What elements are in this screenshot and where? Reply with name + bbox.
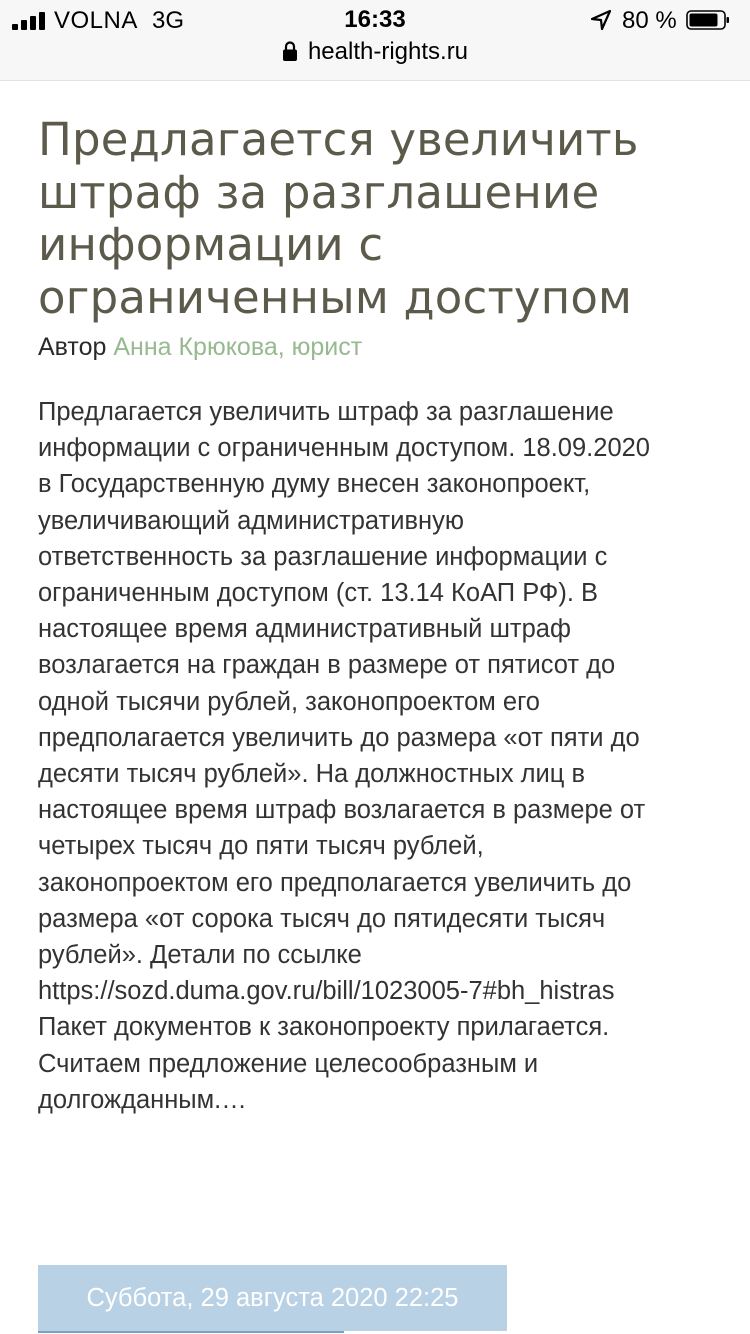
- battery-icon: [686, 10, 730, 30]
- network-type: 3G: [152, 7, 185, 34]
- article: [38, 114, 718, 1118]
- lock-icon: [282, 40, 298, 62]
- author-link[interactable]: Анна Крюкова, юрист: [113, 333, 363, 361]
- battery-percent: 80 %: [622, 7, 677, 34]
- location-arrow-icon: [590, 9, 612, 31]
- article-title: Предлагается увеличить штраф за разглашение информации с ограниченным доступом: [38, 113, 639, 324]
- author-prefix: Автор: [38, 333, 107, 361]
- divider: [38, 1331, 344, 1333]
- browser-status-bar: [0, 0, 750, 81]
- url-text: health-rights.ru: [307, 38, 469, 65]
- address-bar[interactable]: [0, 38, 750, 66]
- carrier-name: VOLNA: [54, 7, 138, 34]
- byline: [38, 330, 718, 364]
- article-body: Предлагается увеличить штраф за разглашение информации с ограниченным доступом. 18.09.2020 в Государственную думу внесен законопроект, увеличивающий административную ответственность за разглашение информации с ограниченным доступом (ст. 13.14 КоАП РФ). В настоящее время административный штраф возлагается на граждан в размере от пятисот до одной тысячи рублей, законопроектом его предполагается увеличить до размера «от пяти до десяти тысяч рублей». На должностных лиц в настоящее время штраф возлагается в размере от четырех тысяч до пяти тысяч рублей, законопроектом его предполагается увеличить до размера «от сорока тысяч до пятидесяти тысяч рублей». Детали по ссылке https://sozd.duma.gov.ru/bill/1023005-7#bh_histras Пакет документов к законопроекту прилагается. Считаем предложение целесообразным и долгожданным.…: [38, 398, 650, 1114]
- publish-date-badge: Суббота, 29 августа 2020 22:25: [38, 1265, 507, 1331]
- clock: 16:33: [344, 6, 406, 33]
